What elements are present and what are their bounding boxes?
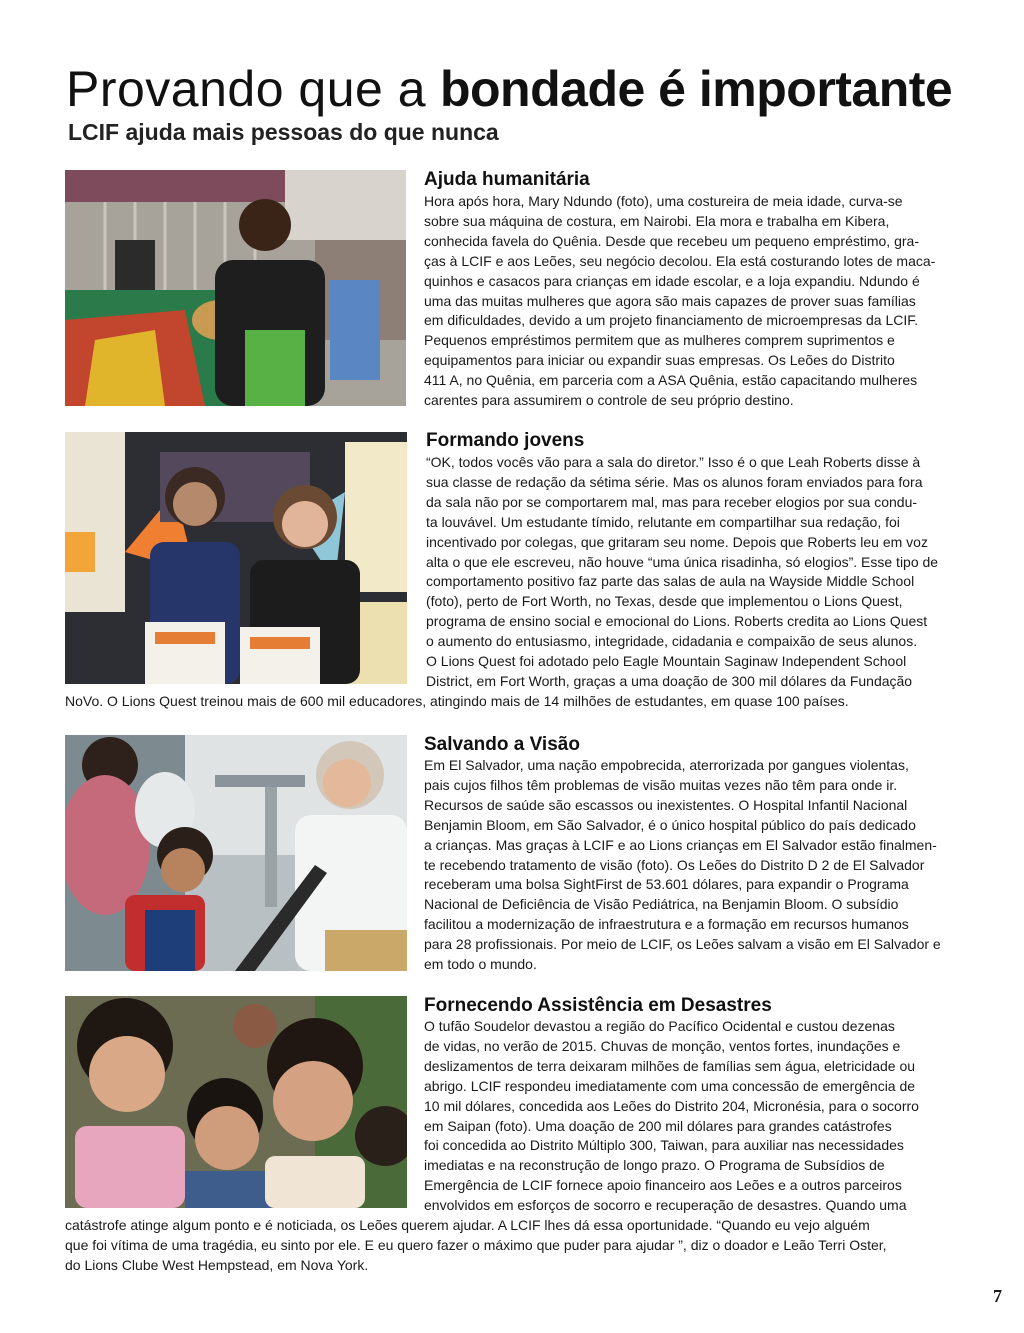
children-photo xyxy=(65,996,407,1208)
section-body: Em El Salvador, uma nação empobrecida, aterrorizada por gangues violentas, pais cujos filhos têm problemas de visão muitas vezes não têm para onde ir. Recursos de saúde são escassos ou inexistentes. O Hospital Infantil Nacional Benjamin Bloom, em São Salvador, é o único hospital público do país dedicado a crianças. Mas graças à LCIF e ao Lions crianças em El Salvador estão finalmen- te recebendo tratamento de visão (foto). Os Leões do Distrito D 2 de El Salvador receberam uma bolsa SightFirst de 53.601 dólares, para expandir o Programa Nacional de Deficiência de Visão Pediátrica, na Benjamin Bloom. O subsídio facilitou a modernização de infraestrutura e a formação em recursos humanos para 28 profissionais. Por meio de LCIF, os Leões salvam a visão em El Salvador e em todo o mundo. xyxy=(424,757,941,973)
section-body: Hora após hora, Mary Ndundo (foto), uma costureira de meia idade, curva-se sobre sua máquina de costura, em Nairobi. Ela mora e trabalha em Kibera, conhecida favela do Quênia. Desde que recebeu um pequeno empréstimo, gra- ças à LCIF e aos Leões, seu negócio decolou. Ela está costurando lotes de maca- quinhos e casacos para crianças em idade escolar, e a loja expandiu. Ndundo é uma das muitas mulheres que agora são mais capazes de prover suas famílias em dificuldades, devido a um projeto financiamento de microempresas da LCIF. Pequenos empréstimos permitem que as mulheres comprem suprimentos e equipamentos para iniciar ou expandir suas empresas. Os Leões do Distrito 411 A, no Quênia, em parceria com a ASA Quênia, estão capacitando mulheres carentes para assumirem o controle de seu próprio destino. xyxy=(424,193,936,409)
page-subtitle: LCIF ajuda mais pessoas do que nunca xyxy=(68,119,499,145)
section-heading: Formando jovens xyxy=(426,430,585,451)
title-bold: bondade é importante xyxy=(439,61,953,117)
page-title xyxy=(66,56,952,122)
section-heading: Salvando a Visão xyxy=(424,734,580,755)
section-body: O tufão Soudelor devastou a região do Pacífico Ocidental e custou dezenas de vidas, no verão de 2015. Chuvas de monção, ventos fortes, inundações e deslizamentos de terra deixaram milhões de famílias sem água, eletricidade ou abrigo. LCIF respondeu imediatamente com uma concessão de emergência de 10 mil dólares, concedida aos Leões do Distrito 204, Micronésia, para o socorro em Saipan (foto). Uma doação de 200 mil dólares para grandes catástrofes foi concedida ao Distrito Múltiplo 300, Taiwan, para auxiliar nas necessidades imediatas e na reconstrução de longo prazo. O Programa de Subsídios de Emergência de LCIF fornece apoio financeiro aos Leões e a outros parceiros envolvidos em esforços de socorro e recuperação de desastres. Quando uma xyxy=(424,1018,919,1214)
students-photo xyxy=(65,432,407,684)
seamstress-photo xyxy=(65,170,406,406)
section-heading: Fornecendo Assistência em Desastres xyxy=(424,995,772,1016)
section-body: “OK, todos vocês vão para a sala do diretor.” Isso é o que Leah Roberts disse à sua classe de redação da sétima série. Mas os alunos foram enviados para fora da sala não por se comportarem mal, mas para receber elogios por sua condu- ta louvável. Um estudante tímido, relutante em compartilhar sua redação, foi incentivado por colegas, que gritaram seu nome. Depois que Roberts leu em voz alta o que ele escreveu, não houve “uma única risadinha, só elogios”. Esse tipo de comportamento positivo faz parte das salas de aula na Wayside Middle School (foto), perto de Fort Worth, no Texas, desde que implementou o Lions Quest, programa de ensino social e emocional do Lions. Roberts credita ao Lions Quest o aumento do entusiasmo, integridade, cidadania e compaixão de seus alunos. O Lions Quest foi adotado pelo Eagle Mountain Saginaw Independent School District, em Fort Worth, graças a uma doação de 300 mil dólares da Fundação xyxy=(426,454,939,689)
page-number: 7 xyxy=(993,1286,1002,1306)
section-body-continued: NoVo. O Lions Quest treinou mais de 600 mil educadores, atingindo mais de 14 milhões de estudantes, em quase 100 países. xyxy=(65,693,849,709)
title-regular: Provando que a xyxy=(66,61,427,117)
vision-exam-photo xyxy=(65,735,407,971)
section-body-continued: catástrofe atinge algum ponto e é noticiada, os Leões querem ajudar. A LCIF lhes dá essa oportunidade. “Quando eu vejo alguém que foi vítima de uma tragédia, eu sinto por ele. E eu quero fazer o máximo que puder para ajudar ”, diz o doador e Leão Terri Oster, do Lions Clube West Hempstead, em Nova York. xyxy=(65,1217,887,1273)
section-heading: Ajuda humanitária xyxy=(424,169,590,190)
